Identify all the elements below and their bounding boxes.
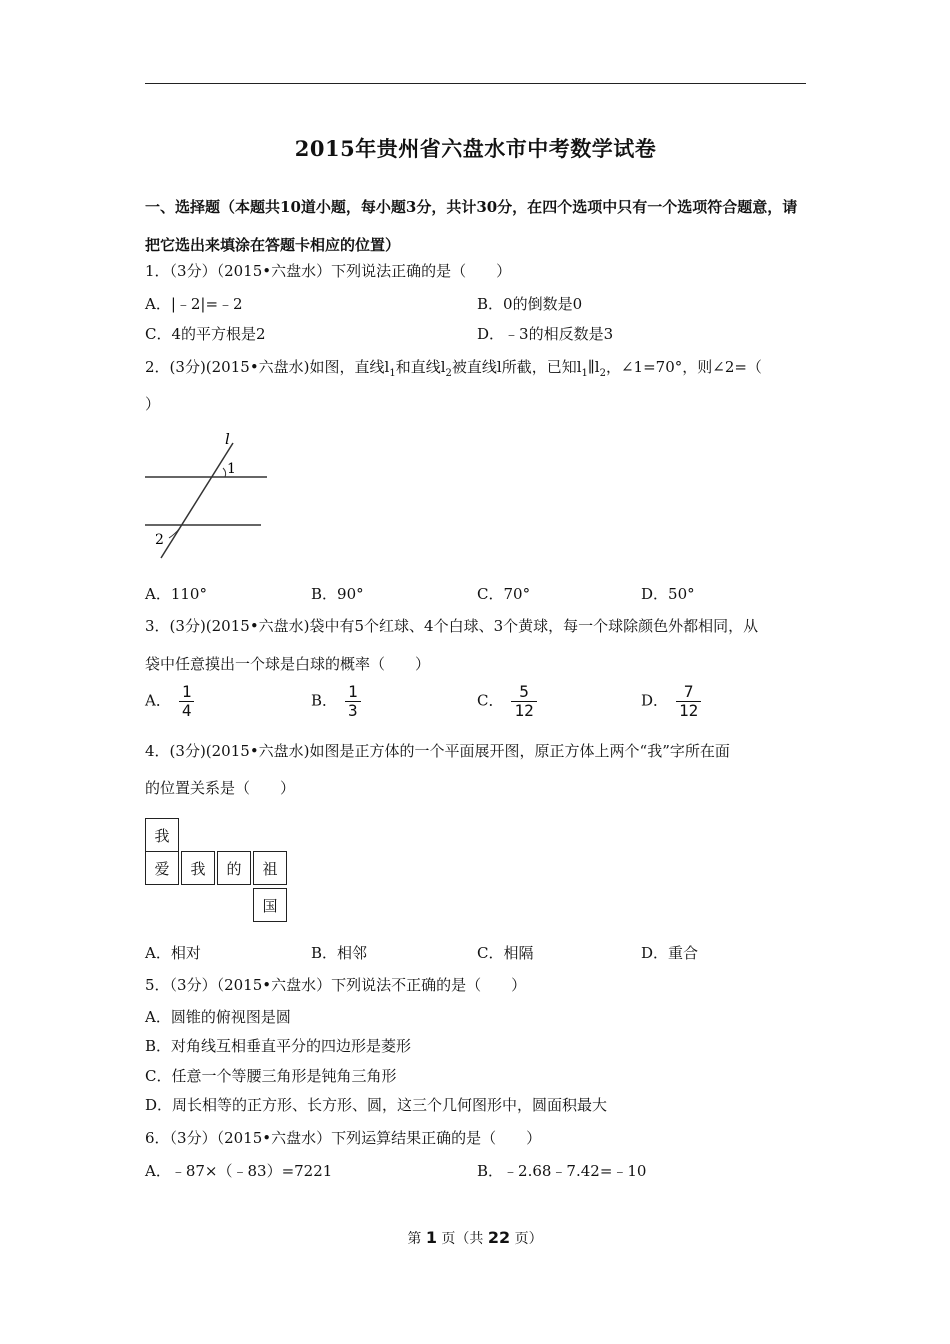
q6-option-a: A．﹣87×（﹣83）=7221 <box>145 1162 333 1180</box>
q5-option-c: C．任意一个等腰三角形是钝角三角形 <box>145 1067 397 1085</box>
q5-stem: 5．（3分）（2015•六盘水）下列说法不正确的是（ ） <box>145 976 527 994</box>
q6-option-b: B．﹣2.68﹣7.42=﹣10 <box>477 1162 647 1180</box>
q5-option-b: B．对角线互相垂直平分的四边形是菱形 <box>145 1037 412 1055</box>
q2-option-a: A．110° <box>145 585 207 603</box>
net-cell: 我 <box>145 818 179 852</box>
footer-text: 第 <box>407 1231 426 1247</box>
q3-option-b <box>311 683 361 720</box>
q2-stem-cont: ） <box>145 395 161 413</box>
denominator: 3 <box>348 701 358 720</box>
label-l: l <box>225 430 230 448</box>
q2-subscript: 2 <box>599 368 606 379</box>
denominator: 4 <box>181 701 192 720</box>
fraction <box>179 683 195 720</box>
option-label: D． <box>641 691 669 710</box>
q3-stem: 3．(3分)(2015•六盘水)袋中有5个红球、4个白球、3个黄球，每一个球除颜色外都相同，从 <box>145 617 759 635</box>
page-footer <box>0 1228 950 1248</box>
q4-stem: 4．(3分)(2015•六盘水)如图是正方体的一个平面展开图，原正方体上两个“我”字所在面 <box>145 742 730 760</box>
q1-option-c: C．4的平方根是2 <box>145 325 266 343</box>
q1-option-b: B．0的倒数是0 <box>477 295 583 313</box>
net-cell: 爱 <box>145 851 179 885</box>
denominator: 12 <box>514 701 534 720</box>
q2-stem <box>145 356 762 379</box>
q2-stem-part: ，∠1=70°，则∠2=（ <box>605 358 762 376</box>
q2-figure <box>143 428 273 563</box>
page-number: 1 <box>425 1228 437 1247</box>
q5-option-d: D．周长相等的正方形、长方形、圆，这三个几何图形中，圆面积最大 <box>145 1096 608 1114</box>
fraction <box>345 683 361 720</box>
q6-stem: 6．（3分）（2015•六盘水）下列运算结果正确的是（ ） <box>145 1129 542 1147</box>
q4-option-d: D．重合 <box>641 944 699 962</box>
footer-text: 页） <box>510 1231 543 1247</box>
q2-option-c: C．70° <box>477 585 531 603</box>
q2-stem-part: ∥l <box>587 358 600 376</box>
q5-option-a: A．圆锥的俯视图是圆 <box>145 1008 291 1026</box>
numerator: 1 <box>179 683 195 702</box>
transversal-line <box>161 443 233 558</box>
section-heading: 一、选择题（本题共10道小题，每小题3分，共计30分，在四个选项中只有一个选项符合题意，请把它选出来填涂在答题卡相应的位置） <box>145 198 798 254</box>
label-angle-2: 2 <box>155 532 164 548</box>
option-label: C． <box>477 691 504 710</box>
q4-option-a: A．相对 <box>145 944 201 962</box>
numerator: 5 <box>511 683 536 702</box>
q2-subscript: 1 <box>581 368 588 379</box>
fraction <box>511 683 536 720</box>
q2-option-b: B．90° <box>311 585 364 603</box>
q3-option-c <box>477 683 537 720</box>
label-angle-1: 1 <box>227 461 236 477</box>
net-cell: 的 <box>217 851 251 885</box>
q1-option-a: A．|﹣2|=﹣2 <box>145 295 243 313</box>
q2-stem-part: 2．(3分)(2015•六盘水)如图，直线l <box>145 358 390 376</box>
q4-option-c: C．相隔 <box>477 944 534 962</box>
q4-option-b: B．相邻 <box>311 944 368 962</box>
q2-stem-part: 和直线l <box>395 358 446 376</box>
q3-option-a <box>145 683 194 720</box>
denominator: 12 <box>679 701 699 720</box>
q4-stem-cont: 的位置关系是（ ） <box>145 779 296 797</box>
q2-stem-part: 被直线l所截，已知l <box>451 358 582 376</box>
fraction <box>676 683 701 720</box>
net-cell: 我 <box>181 851 215 885</box>
option-label: B． <box>311 691 338 710</box>
net-cell: 祖 <box>253 851 287 885</box>
q2-subscript: 2 <box>445 368 452 379</box>
angle-1-arc <box>223 468 226 477</box>
total-pages: 22 <box>487 1228 511 1247</box>
q2-subscript: 1 <box>389 368 396 379</box>
q1-stem: 1．（3分）（2015•六盘水）下列说法正确的是（ ） <box>145 262 512 280</box>
numerator: 1 <box>345 683 361 702</box>
header-rule <box>145 83 806 84</box>
option-label: A． <box>145 691 171 710</box>
footer-text: 页（共 <box>436 1231 488 1247</box>
page-title: 2015年贵州省六盘水市中考数学试卷 <box>294 136 657 161</box>
numerator: 7 <box>676 683 701 702</box>
q3-stem-cont: 袋中任意摸出一个球是白球的概率（ ） <box>145 655 431 673</box>
q3-option-d <box>641 683 701 720</box>
q2-option-d: D．50° <box>641 585 695 603</box>
q1-option-d: D．﹣3的相反数是3 <box>477 325 614 343</box>
net-cell: 国 <box>253 888 287 922</box>
